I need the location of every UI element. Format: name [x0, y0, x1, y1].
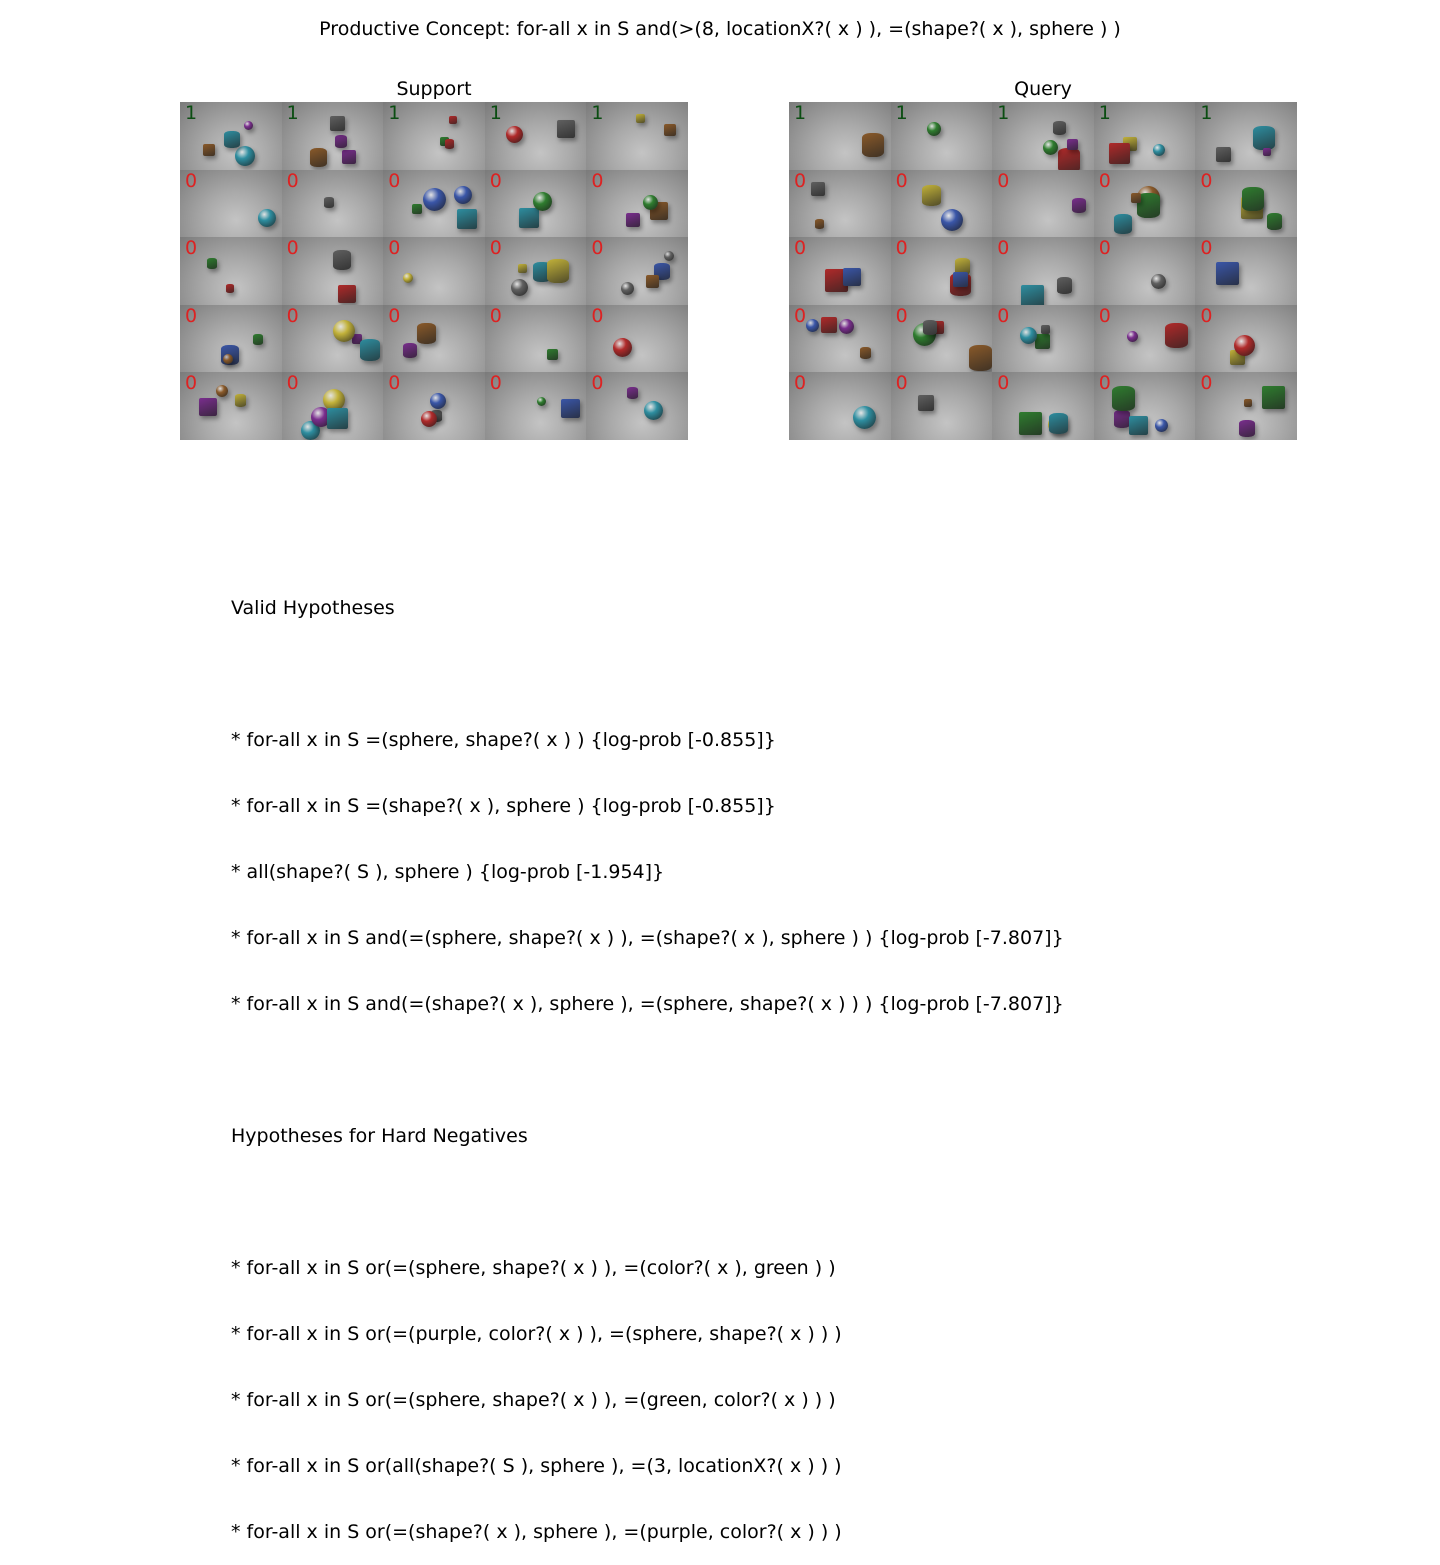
negative-label: 0 [794, 237, 807, 260]
scene-cell [180, 237, 282, 305]
negative-label: 0 [388, 304, 401, 327]
scene-cell [1094, 305, 1196, 373]
cube-object [811, 182, 825, 196]
sphere-object [533, 192, 552, 211]
cube-object [626, 213, 640, 227]
negative-label: 0 [591, 237, 604, 260]
scene-cell [789, 372, 891, 440]
negative-label: 0 [1200, 237, 1213, 260]
negative-label: 0 [286, 304, 299, 327]
negative-label: 0 [489, 304, 502, 327]
spacer [231, 1191, 1064, 1213]
valid-hypotheses-heading: Valid Hypotheses [231, 597, 395, 619]
sphere-object [511, 279, 528, 296]
negative-label: 0 [997, 304, 1010, 327]
negative-label: 0 [1098, 304, 1111, 327]
cube-object [646, 275, 659, 288]
scene-cell [789, 305, 891, 373]
scene-cell [282, 170, 384, 238]
cube-object [1131, 193, 1141, 203]
cylinder-object [1057, 277, 1072, 294]
scene-cell [282, 237, 384, 305]
scene-cell [586, 102, 688, 170]
negative-label: 0 [591, 372, 604, 395]
cylinder-object [324, 197, 334, 208]
scene-cell [1094, 102, 1196, 170]
cube-object [1244, 399, 1252, 407]
cylinder-object [1114, 214, 1132, 234]
sphere-object [664, 251, 674, 261]
sphere-object [421, 411, 437, 427]
negative-label: 0 [1200, 304, 1213, 327]
scene-cell [1195, 372, 1297, 440]
hypotheses-text [231, 553, 1064, 1565]
cube-object [664, 124, 676, 136]
negative-label: 0 [591, 169, 604, 192]
sphere-object [1155, 419, 1168, 432]
sphere-object [644, 401, 663, 420]
scene-cell [282, 102, 384, 170]
cylinder-object [360, 339, 380, 361]
sphere-object [806, 319, 819, 332]
cylinder-object [1114, 410, 1130, 428]
cylinder-object [207, 258, 217, 269]
scene-cell [586, 170, 688, 238]
cylinder-object [403, 343, 417, 358]
cylinder-object [1242, 187, 1264, 211]
negative-label: 0 [591, 304, 604, 327]
negative-label: 0 [185, 304, 198, 327]
cube-object [519, 208, 539, 228]
sphere-object [621, 282, 634, 295]
scene-cell [485, 305, 587, 373]
valid-hypothesis: * for-all x in S =(sphere, shape?( x ) ) {log-prob [-0.855]} [231, 729, 776, 751]
positive-label: 1 [388, 102, 401, 124]
scene-cell [282, 372, 384, 440]
sphere-object [927, 122, 941, 136]
negative-label: 0 [794, 304, 807, 327]
negative-label: 0 [286, 169, 299, 192]
cylinder-object [1165, 323, 1188, 348]
negative-label: 0 [388, 169, 401, 192]
cylinder-object [1053, 121, 1066, 135]
cube-object [1067, 139, 1078, 150]
scene-cell [891, 372, 993, 440]
cube-object [342, 150, 356, 164]
cube-object [636, 114, 645, 123]
scene-cell [1195, 102, 1297, 170]
scene-cell [1094, 170, 1196, 238]
negative-label: 0 [895, 304, 908, 327]
cylinder-object [1112, 386, 1135, 411]
negative-label: 0 [1098, 169, 1111, 192]
cube-object [561, 399, 580, 418]
cube-object [821, 317, 837, 333]
cylinder-object [417, 323, 436, 344]
cylinder-object [547, 259, 569, 283]
valid-hypothesis: * for-all x in S and(=(sphere, shape?( x ) ), =(shape?( x ), sphere ) ) {log-prob [-7.807]} [231, 927, 1064, 949]
negative-label: 0 [489, 169, 502, 192]
sphere-object [537, 397, 546, 406]
sphere-object [223, 354, 233, 364]
scene-cell [180, 305, 282, 373]
hard-negative-hypothesis: * for-all x in S or(=(shape?( x ), sphere ), =(purple, color?( x ) ) ) [231, 1521, 842, 1543]
cylinder-object [235, 394, 246, 406]
cube-object [457, 209, 477, 229]
cylinder-object [1253, 126, 1275, 150]
sphere-object [333, 320, 355, 342]
sphere-object [258, 209, 276, 227]
sphere-object [1043, 140, 1058, 155]
cylinder-object [862, 133, 884, 157]
negative-label: 0 [997, 372, 1010, 395]
negative-label: 0 [185, 372, 198, 395]
sphere-object [1153, 144, 1165, 156]
negative-label: 0 [794, 372, 807, 395]
cylinder-object [923, 320, 937, 335]
cube-object [449, 116, 457, 124]
sphere-object [235, 146, 255, 166]
hard-negative-hypothesis: * for-all x in S or(=(sphere, shape?( x ) ), =(color?( x ), green ) ) [231, 1257, 836, 1279]
positive-label: 1 [1098, 102, 1111, 124]
scene-cell [586, 305, 688, 373]
cylinder-object [253, 334, 263, 345]
sphere-object [1020, 327, 1037, 344]
spacer [231, 663, 1064, 685]
scene-cell [383, 102, 485, 170]
positive-label: 1 [185, 102, 198, 124]
scene-cell [789, 102, 891, 170]
scene-cell [992, 305, 1094, 373]
scene-cell [789, 170, 891, 238]
sphere-object [244, 121, 253, 130]
cylinder-object [1267, 213, 1282, 230]
scene-cell [1195, 170, 1297, 238]
sphere-object [423, 188, 446, 211]
positive-label: 1 [997, 102, 1010, 124]
negative-label: 0 [1200, 372, 1213, 395]
scene-cell [891, 305, 993, 373]
negative-label: 0 [895, 237, 908, 260]
cube-object [918, 395, 934, 411]
positive-label: 1 [794, 102, 807, 124]
sphere-object [216, 385, 228, 397]
scene-cell [992, 102, 1094, 170]
cube-object [203, 144, 215, 156]
cylinder-object [1072, 198, 1086, 213]
positive-label: 1 [895, 102, 908, 124]
support-grid [180, 102, 688, 440]
negative-label: 0 [388, 237, 401, 260]
cube-object [547, 349, 558, 360]
scene-cell [992, 237, 1094, 305]
support-title: Support [396, 78, 472, 100]
scene-cell [1094, 372, 1196, 440]
cylinder-object [445, 139, 454, 149]
cube-object [1216, 262, 1239, 285]
sphere-object [430, 393, 446, 409]
cube-object [843, 268, 861, 286]
sphere-object [1151, 274, 1166, 289]
cylinder-object [815, 219, 824, 229]
cylinder-object [860, 347, 871, 359]
scene-cell [485, 372, 587, 440]
hard-negative-hypothesis: * for-all x in S or(=(purple, color?( x ) ), =(sphere, shape?( x ) ) ) [231, 1323, 842, 1345]
negative-label: 0 [286, 372, 299, 395]
valid-hypothesis: * for-all x in S and(=(shape?( x ), sphere ), =(sphere, shape?( x ) ) ) {log-prob [-7.807]} [231, 993, 1064, 1015]
scene-cell [891, 237, 993, 305]
spacer [231, 1059, 1064, 1081]
cube-object [327, 408, 348, 429]
scene-cell [383, 305, 485, 373]
scene-cell [485, 170, 587, 238]
scene-cell [891, 102, 993, 170]
hard-negative-hypothesis: * for-all x in S or(=(sphere, shape?( x ) ), =(green, color?( x ) ) ) [231, 1389, 836, 1411]
scene-cell [383, 237, 485, 305]
query-grid [789, 102, 1297, 440]
sphere-object [1127, 331, 1138, 342]
scene-cell [789, 237, 891, 305]
sphere-object [613, 338, 632, 357]
scene-cell [1195, 305, 1297, 373]
cube-object [1263, 148, 1271, 156]
negative-label: 0 [1098, 372, 1111, 395]
scene-cell [180, 372, 282, 440]
negative-label: 0 [489, 372, 502, 395]
cylinder-object [627, 387, 638, 399]
positive-label: 1 [591, 102, 604, 124]
sphere-object [941, 209, 963, 231]
cylinder-object [224, 131, 240, 149]
cube-object [1109, 143, 1130, 164]
scene-cell [586, 237, 688, 305]
negative-label: 0 [185, 237, 198, 260]
negative-label: 0 [997, 169, 1010, 192]
scene-cell [180, 170, 282, 238]
scene-cell [485, 102, 587, 170]
cube-object [330, 116, 345, 131]
cylinder-object [1058, 148, 1080, 169]
cylinder-object [1239, 420, 1255, 438]
positive-label: 1 [1200, 102, 1213, 124]
negative-label: 0 [997, 237, 1010, 260]
cube-object [1216, 147, 1231, 162]
scene-cell [992, 372, 1094, 440]
sphere-object [839, 319, 854, 334]
cube-object [338, 285, 356, 303]
scene-cell [383, 372, 485, 440]
cube-object [1129, 416, 1148, 435]
cylinder-object [1049, 413, 1068, 434]
cylinder-object [969, 345, 992, 370]
valid-hypothesis: * all(shape?( S ), sphere ) {log-prob [-1.954]} [231, 861, 665, 883]
scene-cell [485, 237, 587, 305]
cube-object [412, 204, 422, 214]
hard-negatives-heading: Hypotheses for Hard Negatives [231, 1125, 528, 1147]
sphere-object [1234, 335, 1255, 356]
cylinder-object [333, 250, 351, 270]
cube-object [1041, 325, 1050, 334]
cube-object [1021, 285, 1044, 305]
sphere-object [506, 126, 523, 143]
positive-label: 1 [489, 102, 502, 124]
valid-hypothesis: * for-all x in S =(shape?( x ), sphere ) {log-prob [-0.855]} [231, 795, 776, 817]
negative-label: 0 [185, 169, 198, 192]
cylinder-object [922, 185, 941, 206]
negative-label: 0 [388, 372, 401, 395]
scene-cell [992, 170, 1094, 238]
cube-object [557, 120, 575, 138]
cube-object [1262, 386, 1285, 409]
negative-label: 0 [1098, 237, 1111, 260]
negative-label: 0 [895, 169, 908, 192]
negative-label: 0 [286, 237, 299, 260]
hard-negative-hypothesis: * for-all x in S or(all(shape?( S ), sphere ), =(3, locationX?( x ) ) ) [231, 1455, 842, 1477]
query-title: Query [1014, 78, 1072, 100]
sphere-object [454, 186, 472, 204]
scene-cell [1195, 237, 1297, 305]
scene-cell [1094, 237, 1196, 305]
cube-object [1019, 412, 1042, 435]
cube-object [199, 398, 217, 416]
negative-label: 0 [794, 169, 807, 192]
scene-cell [891, 170, 993, 238]
scene-cell [586, 372, 688, 440]
cylinder-object [226, 284, 234, 293]
cylinder-object [310, 148, 327, 167]
sphere-object [853, 406, 876, 429]
cylinder-object [335, 135, 347, 148]
scene-cell [383, 170, 485, 238]
cube-object [518, 264, 527, 273]
cube-object [953, 272, 968, 287]
page-title: Productive Concept: for-all x in S and(>(8, locationX?( x ) ), =(shape?( x ), sphere ) ) [319, 18, 1121, 40]
scene-cell [282, 305, 384, 373]
negative-label: 0 [489, 237, 502, 260]
sphere-object [403, 273, 413, 283]
negative-label: 0 [1200, 169, 1213, 192]
positive-label: 1 [286, 102, 299, 124]
scene-cell [180, 102, 282, 170]
negative-label: 0 [895, 372, 908, 395]
